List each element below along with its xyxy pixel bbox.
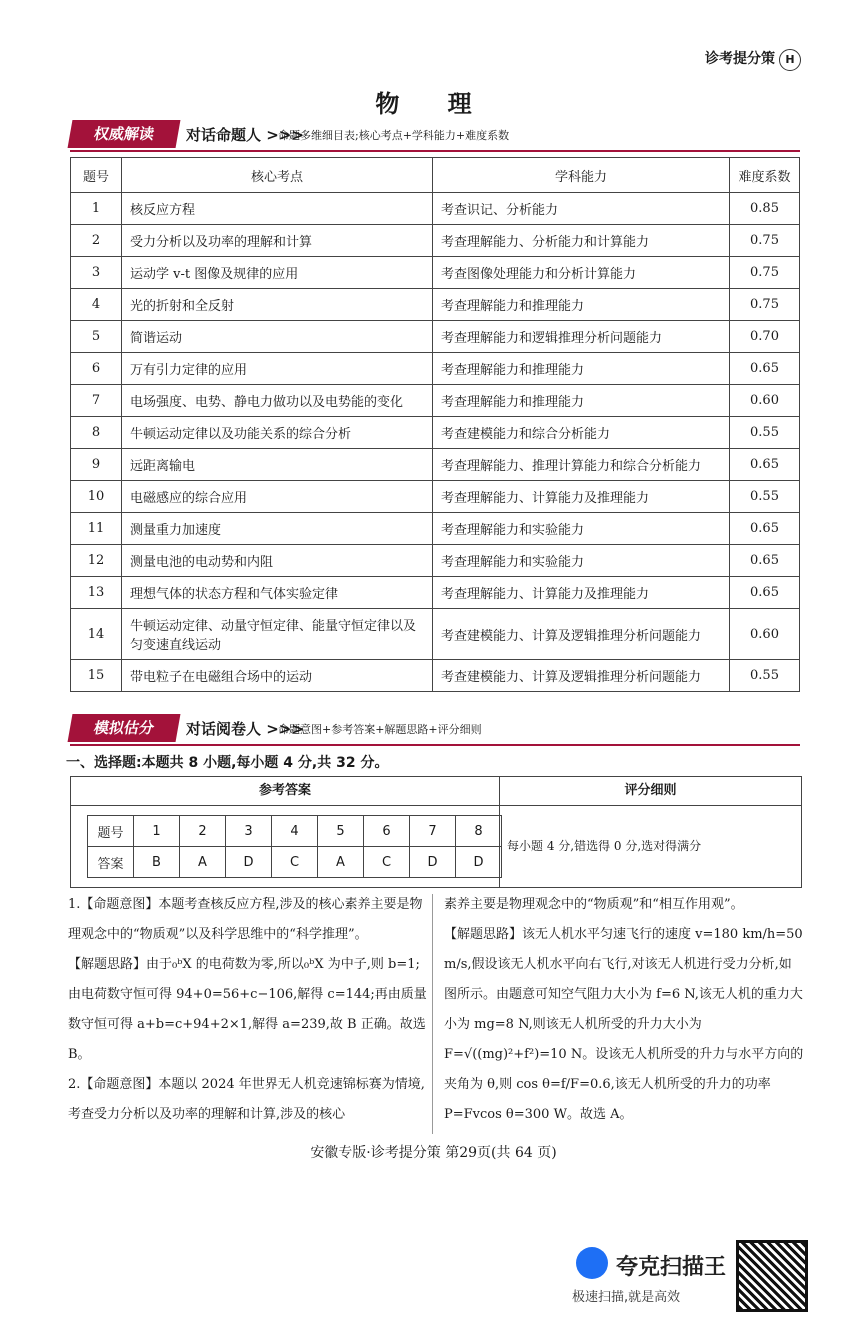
table-cell: 考查理解能力和逻辑推理分析问题能力: [433, 321, 730, 353]
answer-cell: 3: [226, 816, 272, 847]
table-cell: 带电粒子在电磁组合场中的运动: [122, 660, 433, 692]
table-cell: 0.75: [730, 257, 800, 289]
table-cell: 简谐运动: [122, 321, 433, 353]
table-row: [71, 225, 800, 257]
table-cell: 光的折射和全反射: [122, 289, 433, 321]
section-title-1: 对话命题人 >>>: [186, 126, 304, 144]
table-cell: 考查理解能力和推理能力: [433, 353, 730, 385]
section-subtitle-2: 命题意图+参考答案+解题思路+评分细则: [278, 723, 482, 736]
explanation-paragraph: 【解题思路】由于₀ᵇX 的电荷数为零,所以₀ᵇX 为中子,则 b=1;由电荷数守恒可得 94+0=56+c−106,解得 c=144;再由质量数守恒可得 a+b=c+94+2×1,解得 a=239,故 B 正确。故选 B。: [68, 957, 427, 1062]
table-cell: 考查理解能力和推理能力: [433, 385, 730, 417]
table-cell: 考查理解能力和推理能力: [433, 289, 730, 321]
table-row: [71, 609, 800, 660]
table-cell: 7: [71, 385, 122, 417]
col-header: 题号: [71, 158, 122, 193]
answer-cell: C: [364, 847, 410, 878]
table-row: [71, 417, 800, 449]
right-column: [444, 890, 804, 1130]
table-cell: 10: [71, 481, 122, 513]
answer-cell: C: [272, 847, 318, 878]
table-cell: 0.75: [730, 225, 800, 257]
scanner-slogan: 极速扫描,就是高效: [572, 1290, 681, 1305]
table-cell: 0.65: [730, 353, 800, 385]
brand-header: [705, 48, 801, 71]
answer-cell: A: [318, 847, 364, 878]
table-cell: 14: [71, 609, 122, 660]
section-title-2: 对话阅卷人 >>>: [186, 720, 304, 738]
left-column: [68, 890, 428, 1130]
answer-cell: D: [410, 847, 456, 878]
table-cell: 考查建模能力、计算及逻辑推理分析问题能力: [433, 609, 730, 660]
brand-name: 诊考提分策: [705, 51, 775, 67]
answer-cell: 6: [364, 816, 410, 847]
table-cell: 1: [71, 193, 122, 225]
question-heading: 一、选择题:本题共 8 小题,每小题 4 分,共 32 分。: [66, 755, 389, 771]
section-tag-1: 权威解读: [68, 120, 181, 148]
table-cell: 0.60: [730, 385, 800, 417]
table-cell: 0.70: [730, 321, 800, 353]
table-cell: 考查建模能力和综合分析能力: [433, 417, 730, 449]
table-cell: 0.55: [730, 660, 800, 692]
table-cell: 测量重力加速度: [122, 513, 433, 545]
table-cell: 0.75: [730, 289, 800, 321]
table-cell: 0.60: [730, 609, 800, 660]
table-cell: 13: [71, 577, 122, 609]
answer-cell: 2: [180, 816, 226, 847]
table-cell: 考查理解能力和实验能力: [433, 513, 730, 545]
answer-cell: D: [226, 847, 272, 878]
answer-table: [87, 815, 502, 878]
table-row: [71, 385, 800, 417]
table-cell: 4: [71, 289, 122, 321]
table-cell: 考查理解能力、计算能力及推理能力: [433, 481, 730, 513]
table-cell: 核反应方程: [122, 193, 433, 225]
section-subtitle-1: 命题多维细目表;核心考点+学科能力+难度系数: [278, 129, 510, 142]
table-cell: 电磁感应的综合应用: [122, 481, 433, 513]
exam-table: [70, 157, 800, 692]
col-header: 难度系数: [730, 158, 800, 193]
answer-cell: 题号: [88, 816, 134, 847]
table-row: [71, 193, 800, 225]
table-cell: 0.65: [730, 449, 800, 481]
table-cell: 0.55: [730, 417, 800, 449]
table-row: [71, 353, 800, 385]
brand-badge: H: [779, 49, 801, 71]
table-cell: 2: [71, 225, 122, 257]
table-cell: 0.65: [730, 545, 800, 577]
table-cell: 9: [71, 449, 122, 481]
table-row: [71, 321, 800, 353]
table-cell: 0.65: [730, 513, 800, 545]
table-cell: 15: [71, 660, 122, 692]
page-title: 物 理: [375, 89, 492, 118]
table-cell: 运动学 v-t 图像及规律的应用: [122, 257, 433, 289]
table-cell: 考查理解能力、推理计算能力和综合分析能力: [433, 449, 730, 481]
table-cell: 考查图像处理能力和分析计算能力: [433, 257, 730, 289]
table-cell: 牛顿运动定律以及功能关系的综合分析: [122, 417, 433, 449]
table-row: [71, 660, 800, 692]
table-cell: 3: [71, 257, 122, 289]
explanation-paragraph: 【解题思路】该无人机水平匀速飞行的速度 v=180 km/h=50 m/s,假设该无人机水平向右飞行,对该无人机进行受力分析,如图所示。由题意可知空气阻力大小为 f=6 N,该无人机的重力大小为 mg=8 N,则该无人机所受的升力大小为 F=√((mg)²+f²)=10 N。设该无人机所受的升力与水平方向的夹角为 θ,则 cos θ=f/F=0.6,该无人机所受的升力的功率 P=Fvcos θ=300 W。故选 A。: [444, 927, 804, 1122]
explanation-paragraph: 2.【命题意图】本题以 2024 年世界无人机竞速锦标赛为情境,考查受力分析以及功率的理解和计算,涉及的核心: [68, 1077, 425, 1122]
table-row: [71, 545, 800, 577]
table-row: [71, 289, 800, 321]
table-cell: 0.55: [730, 481, 800, 513]
table-cell: 理想气体的状态方程和气体实验定律: [122, 577, 433, 609]
rule-header: 评分细则: [500, 777, 801, 806]
explanation-paragraph: 1.【命题意图】本题考查核反应方程,涉及的核心素养主要是物理观念中的“物质观”以及科学思维中的“科学推理”。: [68, 897, 423, 942]
section-bar-1: [70, 120, 800, 152]
table-cell: 0.65: [730, 577, 800, 609]
section-bar-2: [70, 714, 800, 746]
table-cell: 牛顿运动定律、动量守恒定律、能量守恒定律以及匀变速直线运动: [122, 609, 433, 660]
scanner-logo-icon: [576, 1247, 608, 1279]
answer-cell: B: [134, 847, 180, 878]
column-divider: [432, 894, 433, 1134]
table-row: [71, 513, 800, 545]
answer-box: [70, 776, 802, 888]
table-cell: 考查识记、分析能力: [433, 193, 730, 225]
answer-header: 参考答案: [71, 777, 499, 806]
answer-cell: 8: [456, 816, 502, 847]
answer-cell: 4: [272, 816, 318, 847]
col-header: 核心考点: [122, 158, 433, 193]
scoring-rule: 每小题 4 分,错选得 0 分,选对得满分: [507, 839, 702, 853]
table-cell: 受力分析以及功率的理解和计算: [122, 225, 433, 257]
answer-cell: 7: [410, 816, 456, 847]
table-cell: 0.85: [730, 193, 800, 225]
table-row: [71, 481, 800, 513]
table-cell: 11: [71, 513, 122, 545]
answer-cell: 1: [134, 816, 180, 847]
answer-cell: 5: [318, 816, 364, 847]
table-cell: 考查理解能力、计算能力及推理能力: [433, 577, 730, 609]
table-cell: 电场强度、电势、静电力做功以及电势能的变化: [122, 385, 433, 417]
answer-cell: 答案: [88, 847, 134, 878]
table-cell: 远距离输电: [122, 449, 433, 481]
table-cell: 6: [71, 353, 122, 385]
table-row: [71, 577, 800, 609]
scanner-name: 夸克扫描王: [616, 1255, 727, 1280]
col-header: 学科能力: [433, 158, 730, 193]
table-cell: 考查理解能力、分析能力和计算能力: [433, 225, 730, 257]
table-row: [71, 449, 800, 481]
table-cell: 考查建模能力、计算及逻辑推理分析问题能力: [433, 660, 730, 692]
section-tag-2: 模拟估分: [68, 714, 181, 742]
table-cell: 万有引力定律的应用: [122, 353, 433, 385]
answer-cell: A: [180, 847, 226, 878]
table-cell: 考查理解能力和实验能力: [433, 545, 730, 577]
explanation-paragraph: 素养主要是物理观念中的“物质观”和“相互作用观”。: [444, 897, 744, 912]
table-row: [71, 257, 800, 289]
qr-code-icon: [736, 1240, 808, 1312]
table-cell: 5: [71, 321, 122, 353]
table-cell: 12: [71, 545, 122, 577]
answer-cell: D: [456, 847, 502, 878]
table-cell: 测量电池的电动势和内阻: [122, 545, 433, 577]
page-footer: 安徽专版·诊考提分策 第29页(共 64 页): [310, 1145, 557, 1161]
table-cell: 8: [71, 417, 122, 449]
